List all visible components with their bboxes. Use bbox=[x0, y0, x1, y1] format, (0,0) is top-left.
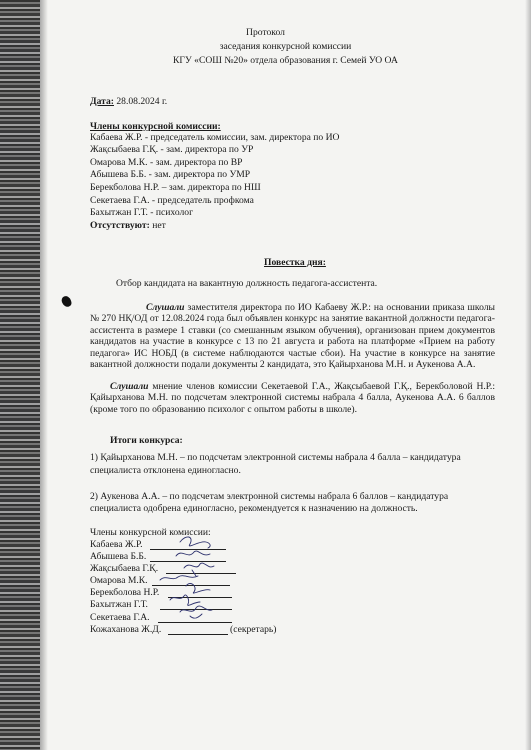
signature-name-6: Бахытжан Г.Т. bbox=[90, 599, 148, 610]
signature-name-4: Омарова М.К. bbox=[90, 575, 148, 586]
results-heading: Итоги конкурса: bbox=[110, 435, 183, 446]
signature-name-5: Берекболова Н.Р. bbox=[90, 587, 160, 598]
signature-name-3: Жақсыбаева Г.Қ. bbox=[90, 563, 159, 574]
absent-value: нет bbox=[149, 220, 166, 231]
signature-name-2: Абышева Б.Б. bbox=[90, 551, 147, 562]
agenda-heading: Повестка дня: bbox=[264, 257, 326, 268]
member-7: Бахытжан Г.Т. - психолог bbox=[90, 207, 194, 218]
heard-label-1: Слушали bbox=[146, 302, 185, 313]
member-1: Кабаева Ж.Р. - председатель комиссии, зам. директора по ИО bbox=[90, 132, 340, 143]
result-1-line-2: специалиста отклонена единогласно. bbox=[90, 465, 241, 476]
doc-title: Протокол bbox=[246, 27, 285, 38]
member-3: Омарова М.К. - зам. директора по ВР bbox=[90, 157, 243, 168]
members-heading: Члены конкурсной комиссии: bbox=[90, 121, 221, 132]
member-4: Абышева Б.Б. - зам. директора по УМР bbox=[90, 169, 251, 180]
member-2: Жақсыбаева Г.Қ. - зам. директора по УР bbox=[90, 144, 254, 155]
doc-subtitle: заседания конкурсной комиссии bbox=[219, 41, 352, 52]
member-6: Секетаева Г.А. - председатель профкома bbox=[90, 195, 254, 206]
signature-name-7: Секетаева Г.А. bbox=[90, 612, 150, 623]
ink-blot bbox=[60, 295, 72, 308]
heard-text-1: заместителя директора по ИО Кабаеву Ж.Р.: на основании приказа школы № 270 НҚ/ОД от 12.08.2024 года был объявлен конкурс на занятие вакантной должности педагога-ассистента в размере 1 ставки (со смешанным языком обучения), организован прием документов кандидатов на участие в конкурсе с 13 по 21 августа и работа на платформе «Прием на работу педагога» ИС НОБД (в системе наблюдаются частые сбои). На участие в конкурсе на занятие вакантной должности подали документы 2 кандидата, это Қайырханова М.Н. и Аукенова А.А. bbox=[90, 302, 495, 371]
signatures-heading: Члены конкурсной комиссии: bbox=[90, 527, 211, 538]
heard-text-2: мнение членов комиссии Секетаевой Г.А., Жақсыбаевой Г.Қ., Берекболовой Н.Р.: Қайырханова М.Н. по подсчетам электронной системы набрала 4 балла, Аукенова А.А. 6 баллов (кроме того по образованию психолог с опытом работы в школе). bbox=[90, 381, 495, 415]
member-5: Берекболова Н.Р. – зам. директора по НШ bbox=[90, 182, 261, 193]
agenda-item: Отбор кандидата на вакантную должность педагога-ассистента. bbox=[116, 278, 378, 289]
result-2-line-2: специалиста одобрена единогласно, рекомендуется к назначению на должность. bbox=[90, 503, 418, 514]
result-2-line-1: 2) Аукенова А.А. – по подсчетам электронной системы набрала 6 баллов – кандидатура bbox=[90, 491, 449, 502]
heard-paragraph-2 bbox=[90, 381, 495, 415]
signature-name-8: Кожаханова Ж.Д. bbox=[90, 624, 162, 635]
date-label: Дата: bbox=[90, 96, 114, 107]
heard-paragraph-1 bbox=[90, 302, 495, 370]
scan-edge-left bbox=[0, 0, 40, 750]
doc-organization: КГУ «СОШ №20» отдела образования г. Семей УО ОА bbox=[173, 55, 398, 66]
absent-label: Отсутствуют: bbox=[90, 220, 150, 231]
date-value: 28.08.2024 г. bbox=[113, 96, 168, 107]
scan-edge-shadow bbox=[40, 0, 48, 750]
date-line bbox=[90, 96, 167, 107]
secretary-note: (секретарь) bbox=[230, 624, 277, 635]
heard-label-2: Слушали bbox=[110, 381, 149, 392]
scan-edge-right bbox=[525, 0, 531, 750]
signature-name-1: Кабаева Ж.Р. bbox=[90, 539, 143, 550]
result-1-line-1: 1) Қайырханова М.Н. – по подсчетам электронной системы набрала 4 балла – кандидатура bbox=[90, 452, 461, 463]
handwritten-signatures bbox=[150, 530, 230, 640]
absent-line bbox=[90, 220, 166, 231]
